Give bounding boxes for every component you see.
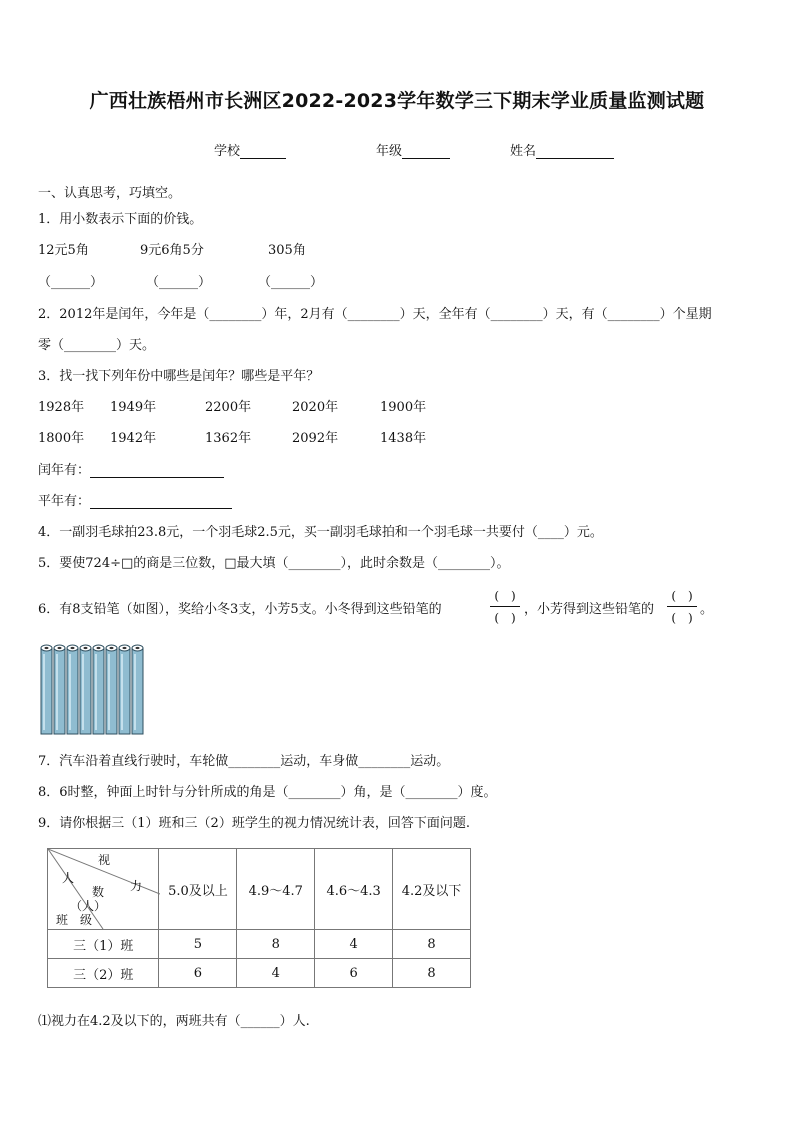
pencil-icon <box>67 645 78 734</box>
q3-year: 1362年 <box>205 431 252 446</box>
q3-year: 1438年 <box>380 431 427 446</box>
pencils-illustration <box>38 640 148 736</box>
q1-blank-2[interactable]: （______） <box>146 275 212 290</box>
q1-item-2: 9元6角5分 <box>140 243 204 258</box>
q2-line-2: 零（________）天。 <box>38 338 156 353</box>
q5-text: 5．要使724÷□的商是三位数，□最大填（________），此时余数是（________）。 <box>38 556 510 571</box>
grade-blank[interactable] <box>402 144 450 159</box>
table-row <box>48 959 471 988</box>
leap-label: 闰年有： <box>38 463 91 478</box>
q8-text: 8．6时整，钟面上时针与分针所成的角是（________）角，是（________）度。 <box>38 785 497 800</box>
q4-text: 4．一副羽毛球拍23.8元，一个羽毛球2.5元，买一副羽毛球拍和一个羽毛球一共要付（____）元。 <box>38 525 603 540</box>
q3-year: 2020年 <box>292 400 339 415</box>
pencil-icon <box>93 645 104 734</box>
pencil-icon <box>106 645 117 734</box>
q2-line-1: 2．2012年是闰年，今年是（________）年，2月有（________）天，全年有（________）天，有（________）个星期 <box>38 307 712 322</box>
grade-field <box>376 140 450 159</box>
q6-end: 。 <box>700 602 714 617</box>
q1-blank-3[interactable]: （______） <box>258 275 324 290</box>
column-header: 4.2及以下 <box>393 849 471 930</box>
table-cell: 8 <box>393 959 471 988</box>
table-cell: 6 <box>315 959 393 988</box>
table-cell: 6 <box>159 959 237 988</box>
diag-vision-top: 视 <box>98 853 111 867</box>
name-label: 姓名 <box>510 144 537 159</box>
pencil-icon <box>41 645 52 734</box>
name-blank[interactable] <box>536 144 614 159</box>
table-cell: 4 <box>237 959 315 988</box>
section-heading: 一、认真思考，巧填空。 <box>38 186 182 201</box>
q3-year: 1800年 <box>38 431 85 446</box>
q3-year: 1949年 <box>110 400 157 415</box>
q6-fraction-2[interactable] <box>667 587 697 626</box>
diag-class: 班 级 <box>56 913 93 927</box>
q3-year: 1900年 <box>380 400 427 415</box>
pencil-icon <box>119 645 130 734</box>
school-field <box>214 140 286 159</box>
fraction-denominator: ( ) <box>671 611 693 625</box>
common-year-answer <box>38 490 232 509</box>
column-header: 4.9～4.7 <box>237 849 315 930</box>
q6-fraction-1[interactable] <box>490 587 520 626</box>
diag-power: 力 <box>130 879 143 893</box>
q1-item-1: 12元5角 <box>38 243 89 258</box>
q3-year: 1942年 <box>110 431 157 446</box>
leap-year-answer <box>38 459 224 478</box>
q9-sub-1: ⑴视力在4.2及以下的，两班共有（______）人. <box>38 1014 310 1029</box>
fraction-denominator: ( ) <box>494 611 516 625</box>
name-field <box>510 140 614 159</box>
table-cell: 4 <box>315 930 393 959</box>
pencil-icon <box>54 645 65 734</box>
fraction-bar <box>667 606 697 607</box>
q3-stem: 3．找一找下列年份中哪些是闰年？哪些是平年？ <box>38 369 320 384</box>
fraction-bar <box>490 606 520 607</box>
common-blank[interactable] <box>90 494 232 509</box>
q3-year: 2092年 <box>292 431 339 446</box>
page-title: 广西壮族梧州市长洲区2022-2023学年数学三下期末学业质量监测试题 <box>89 90 705 112</box>
q6-part-2: ，小芳得到这些铅笔的 <box>524 602 655 617</box>
table-cell: 8 <box>237 930 315 959</box>
q3-year: 1928年 <box>38 400 85 415</box>
pencil-icon <box>132 645 143 734</box>
row-class: 三（1）班 <box>48 930 159 959</box>
q9-stem: 9．请你根据三（1）班和三（2）班学生的视力情况统计表，回答下面问题. <box>38 816 470 831</box>
diag-people: 人 <box>62 871 75 885</box>
grade-label: 年级 <box>376 144 403 159</box>
q1-blank-1[interactable]: （______） <box>38 275 104 290</box>
pencil-icon <box>80 645 91 734</box>
school-label: 学校 <box>214 144 241 159</box>
column-header: 4.6～4.3 <box>315 849 393 930</box>
diag-unit: （人） <box>70 899 107 913</box>
vision-statistics-table <box>47 848 471 988</box>
table-row <box>48 930 471 959</box>
q6-part-1: 6．有8支铅笔（如图），奖给小冬3支，小芳5支。小冬得到这些铅笔的 <box>38 602 442 617</box>
diagonal-header-cell <box>48 849 159 930</box>
fraction-numerator: ( ) <box>671 589 693 603</box>
q3-year: 2200年 <box>205 400 252 415</box>
q7-text: 7．汽车沿着直线行驶时，车轮做________运动，车身做________运动。 <box>38 754 450 769</box>
table-header-row <box>48 849 471 930</box>
table-cell: 8 <box>393 930 471 959</box>
diag-count: 数 <box>92 885 105 899</box>
school-blank[interactable] <box>240 144 286 159</box>
q1-stem: 1．用小数表示下面的价钱。 <box>38 212 203 227</box>
fraction-numerator: ( ) <box>494 589 516 603</box>
table-cell: 5 <box>159 930 237 959</box>
column-header: 5.0及以上 <box>159 849 237 930</box>
row-class: 三（2）班 <box>48 959 159 988</box>
leap-blank[interactable] <box>90 463 224 478</box>
q1-item-3: 305角 <box>268 243 306 258</box>
common-label: 平年有： <box>38 494 91 509</box>
